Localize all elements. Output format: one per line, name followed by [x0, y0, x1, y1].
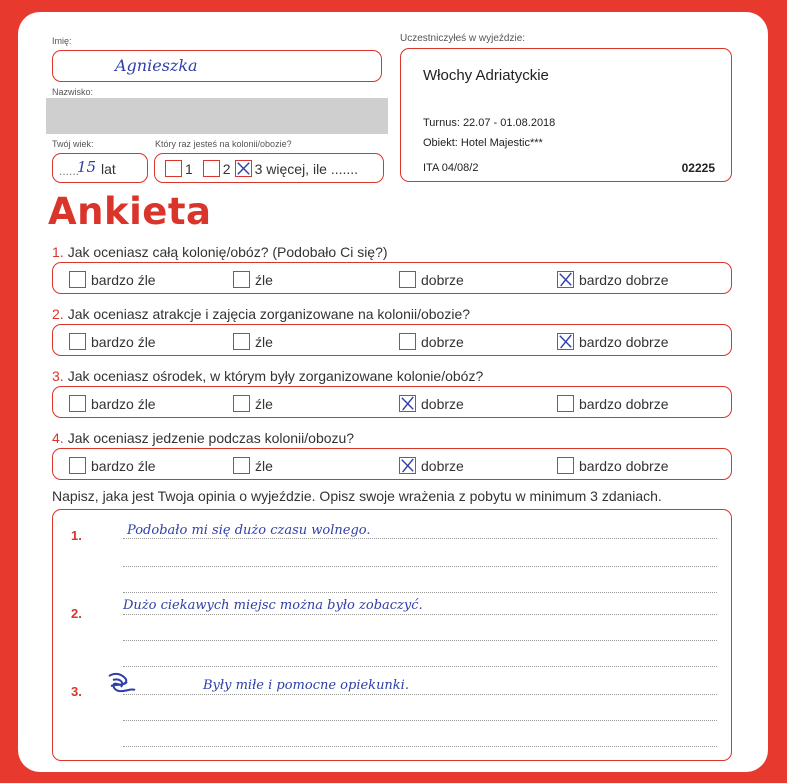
question-text: Jak oceniasz ośrodek, w którym były zorganizowane kolonie/obóz?: [67, 368, 484, 384]
question-2-options: [52, 324, 732, 356]
question-number: 1.: [52, 244, 64, 260]
rating-label: bardzo źle: [91, 271, 156, 288]
question-text: Jak oceniasz atrakcje i zajęcia zorganizowane na kolonii/obozie?: [67, 306, 471, 322]
rating-checkbox[interactable]: [399, 457, 416, 474]
rating-checkbox[interactable]: [69, 271, 86, 288]
rating-checkbox[interactable]: [557, 457, 574, 474]
rating-label: bardzo dobrze: [579, 457, 669, 474]
times-field: [154, 153, 384, 183]
rating-option[interactable]: [557, 333, 669, 350]
rating-option[interactable]: [69, 457, 156, 474]
rating-checkbox[interactable]: [69, 457, 86, 474]
question-3-title: [52, 368, 483, 384]
rating-option[interactable]: [399, 457, 464, 474]
rating-checkbox[interactable]: [69, 333, 86, 350]
writing-line: [123, 694, 717, 695]
age-dots: ......: [59, 164, 80, 178]
trip-info-box: [400, 48, 732, 182]
rating-label: dobrze: [421, 395, 464, 412]
rating-option[interactable]: [233, 333, 273, 350]
rating-label: dobrze: [421, 271, 464, 288]
rating-checkbox[interactable]: [399, 271, 416, 288]
check-mark-icon: [400, 396, 415, 411]
question-text: Jak oceniasz jedzenie podczas kolonii/obozu?: [67, 430, 355, 446]
rating-label: bardzo źle: [91, 457, 156, 474]
rating-option[interactable]: [69, 271, 156, 288]
rating-label: dobrze: [421, 333, 464, 350]
question-4-title: [52, 430, 354, 446]
times-checkbox-2[interactable]: [203, 160, 220, 177]
rating-checkbox[interactable]: [399, 395, 416, 412]
answer-text-3: Były miłe i pomocne opiekunki.: [203, 678, 409, 693]
question-3-options: [52, 386, 732, 418]
answer-number-3: 3.: [71, 684, 82, 699]
times-label: Który raz jesteś na kolonii/obozie?: [155, 139, 292, 149]
question-1-options: [52, 262, 732, 294]
rating-option[interactable]: [557, 457, 669, 474]
rating-label: źle: [255, 395, 273, 412]
ink-scribble-icon: [105, 670, 141, 696]
rating-option[interactable]: [233, 457, 273, 474]
surname-redaction: [46, 98, 388, 134]
rating-checkbox[interactable]: [233, 457, 250, 474]
age-label: Twój wiek:: [52, 139, 94, 149]
age-unit: lat: [101, 161, 116, 177]
writing-line: [123, 640, 717, 641]
trip-turnus: Turnus: 22.07 - 01.08.2018: [423, 117, 556, 129]
rating-option[interactable]: [399, 333, 464, 350]
question-4-options: [52, 448, 732, 480]
writing-line: [123, 592, 717, 593]
question-number: 3.: [52, 368, 64, 384]
opinion-prompt: Napisz, jaka jest Twoja opinia o wyjeździe. Opisz swoje wrażenia z pobytu w minimum 3 zdaniach.: [52, 488, 662, 504]
opinion-box[interactable]: [52, 509, 732, 761]
check-mark-icon: [558, 334, 573, 349]
check-mark-icon: [558, 272, 573, 287]
times-option-3: 3 więcej, ile .......: [254, 160, 359, 177]
rating-checkbox[interactable]: [557, 333, 574, 350]
rating-checkbox[interactable]: [233, 333, 250, 350]
name-label: Imię:: [52, 36, 72, 46]
answer-number-2: 2.: [71, 606, 82, 621]
question-2-title: [52, 306, 470, 322]
rating-option[interactable]: [557, 271, 669, 288]
check-mark-icon: [236, 161, 251, 176]
rating-option[interactable]: [69, 333, 156, 350]
rating-label: bardzo dobrze: [579, 395, 669, 412]
writing-line: [123, 538, 717, 539]
trip-number: 02225: [681, 161, 715, 175]
answer-text-1: Podobało mi się dużo czasu wolnego.: [127, 523, 371, 538]
times-option-2: 2: [222, 160, 231, 177]
rating-option[interactable]: [233, 395, 273, 412]
writing-line: [123, 566, 717, 567]
times-checkbox-1[interactable]: [165, 160, 182, 177]
trip-obiekt: Obiekt: Hotel Majestic***: [423, 137, 543, 149]
rating-checkbox[interactable]: [557, 271, 574, 288]
question-1-title: [52, 244, 388, 260]
rating-label: bardzo źle: [91, 395, 156, 412]
times-checkbox-3[interactable]: [235, 160, 252, 177]
trip-destination: Włochy Adriatyckie: [423, 67, 549, 84]
name-value: Agnieszka: [115, 56, 198, 75]
answer-number-1: 1.: [71, 528, 82, 543]
writing-line: [123, 614, 717, 615]
rating-option[interactable]: [69, 395, 156, 412]
rating-option[interactable]: [399, 271, 464, 288]
rating-checkbox[interactable]: [557, 395, 574, 412]
name-field[interactable]: [52, 50, 382, 82]
age-value: 15: [77, 158, 97, 176]
answer-text-2: Dużo ciekawych miejsc można było zobaczyć.: [123, 598, 423, 613]
surname-label: Nazwisko:: [52, 87, 94, 97]
rating-checkbox[interactable]: [233, 395, 250, 412]
writing-line: [123, 666, 717, 667]
question-text: Jak oceniasz całą kolonię/obóz? (Podobało Ci się?): [67, 244, 388, 260]
rating-label: źle: [255, 457, 273, 474]
rating-option[interactable]: [233, 271, 273, 288]
age-field[interactable]: [52, 153, 148, 183]
question-number: 4.: [52, 430, 64, 446]
participant-label: Uczestniczyłeś w wyjeździe:: [400, 33, 526, 44]
rating-label: bardzo dobrze: [579, 271, 669, 288]
writing-line: [123, 720, 717, 721]
rating-label: źle: [255, 271, 273, 288]
question-number: 2.: [52, 306, 64, 322]
writing-line: [123, 746, 717, 747]
check-mark-icon: [400, 458, 415, 473]
rating-option[interactable]: [399, 395, 464, 412]
trip-code: ITA 04/08/2: [423, 162, 479, 174]
rating-label: dobrze: [421, 457, 464, 474]
survey-sheet: [18, 12, 768, 772]
rating-label: bardzo źle: [91, 333, 156, 350]
rating-checkbox[interactable]: [399, 333, 416, 350]
rating-label: bardzo dobrze: [579, 333, 669, 350]
rating-option[interactable]: [557, 395, 669, 412]
times-option-1: 1: [185, 160, 193, 177]
rating-label: źle: [255, 333, 273, 350]
rating-checkbox[interactable]: [233, 271, 250, 288]
survey-title: Ankieta: [48, 190, 212, 233]
rating-checkbox[interactable]: [69, 395, 86, 412]
